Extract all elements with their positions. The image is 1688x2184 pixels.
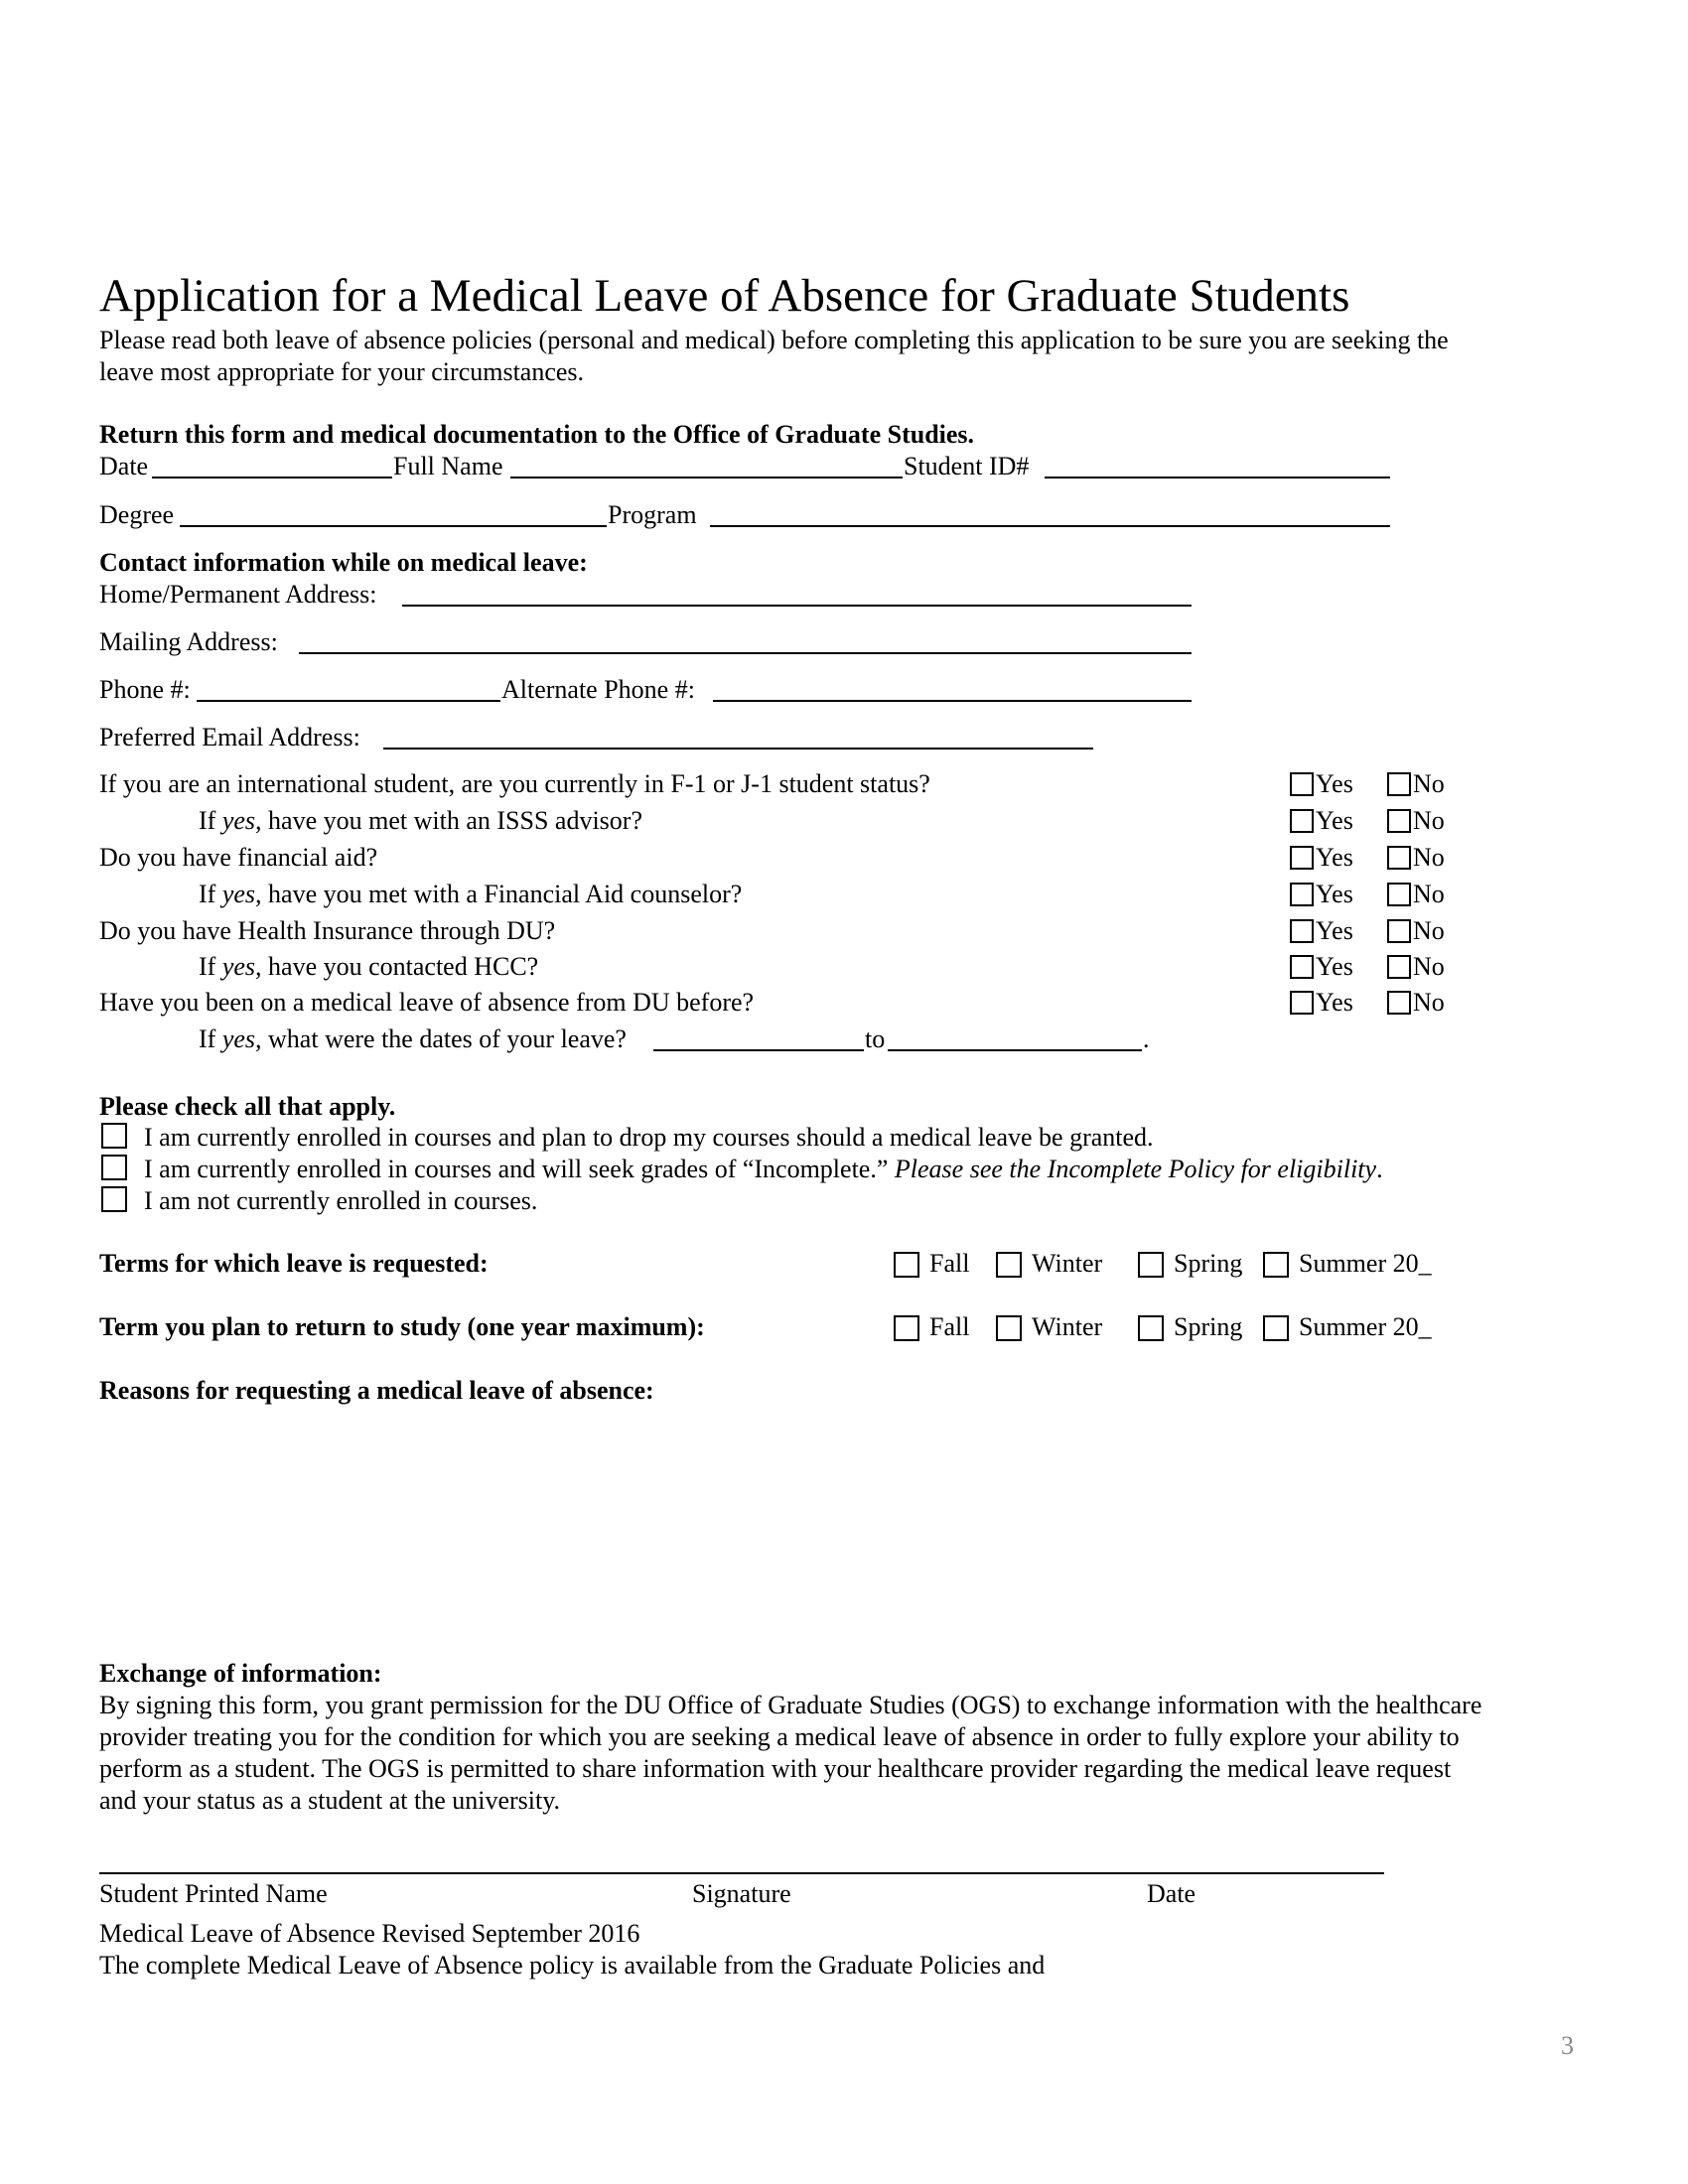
option-incomplete: I am currently enrolled in courses and will seek grades of “Incomplete.” Please see the Incomplete Policy for eligibility.	[144, 1155, 1383, 1183]
return-spring-label: Spring	[1174, 1312, 1243, 1341]
no-checkbox-q7[interactable]	[1387, 991, 1411, 1015]
leave-spring-checkbox[interactable]	[1138, 1252, 1164, 1278]
exchange-heading: Exchange of information:	[99, 1659, 382, 1688]
phone-label: Phone #:	[99, 675, 191, 704]
no-label: No	[1413, 843, 1445, 872]
date-field[interactable]	[152, 477, 392, 478]
return-summer-checkbox[interactable]	[1263, 1315, 1289, 1341]
yes-label: Yes	[1316, 806, 1353, 835]
incomplete-checkbox[interactable]	[101, 1155, 127, 1180]
full-name-label: Full Name	[393, 452, 503, 480]
intro-line-1: Please read both leave of absence policies (personal and medical) before completing this application to be sure you are seeking the	[99, 326, 1449, 354]
alt-phone-label: Alternate Phone #:	[501, 675, 695, 704]
yes-label: Yes	[1316, 880, 1353, 908]
question-international: If you are an international student, are you currently in F-1 or J-1 student status?	[99, 769, 930, 798]
program-label: Program	[608, 500, 697, 529]
leave-summer-label: Summer 20_	[1299, 1249, 1432, 1278]
period: .	[1143, 1024, 1150, 1053]
degree-field[interactable]	[180, 525, 607, 527]
yes-label: Yes	[1316, 916, 1353, 945]
home-address-field[interactable]	[402, 605, 1192, 607]
no-label: No	[1413, 916, 1445, 945]
no-label: No	[1413, 880, 1445, 908]
signature-date-label: Date	[1147, 1879, 1196, 1908]
yes-label: Yes	[1316, 988, 1353, 1017]
yes-checkbox-q2[interactable]	[1290, 809, 1314, 833]
contact-heading: Contact information while on medical leave:	[99, 548, 588, 577]
question-leave-dates: If yes, what were the dates of your leave?	[199, 1024, 627, 1053]
return-summer-label: Summer 20_	[1299, 1312, 1432, 1341]
yes-checkbox-q1[interactable]	[1290, 772, 1314, 796]
return-winter-checkbox[interactable]	[996, 1315, 1022, 1341]
leave-summer-checkbox[interactable]	[1263, 1252, 1289, 1278]
return-note: Return this form and medical documentation to the Office of Graduate Studies.	[99, 420, 975, 449]
exchange-line-4: and your status as a student at the university.	[99, 1786, 561, 1815]
alt-phone-field[interactable]	[713, 700, 1192, 702]
degree-label: Degree	[99, 500, 175, 529]
question-fa-counselor: If yes, have you met with a Financial Aid counselor?	[199, 880, 743, 908]
revised-note: Medical Leave of Absence Revised September 2016	[99, 1919, 640, 1948]
yes-checkbox-q6[interactable]	[1290, 955, 1314, 979]
return-fall-checkbox[interactable]	[894, 1315, 919, 1341]
leave-fall-label: Fall	[929, 1249, 970, 1278]
not-enrolled-checkbox[interactable]	[101, 1186, 127, 1212]
full-name-field[interactable]	[510, 477, 903, 478]
question-financial-aid: Do you have financial aid?	[99, 843, 378, 872]
no-checkbox-q6[interactable]	[1387, 955, 1411, 979]
no-checkbox-q3[interactable]	[1387, 846, 1411, 870]
policy-note: The complete Medical Leave of Absence policy is available from the Graduate Policies and	[99, 1951, 1046, 1979]
question-prior-leave: Have you been on a medical leave of absence from DU before?	[99, 988, 755, 1017]
phone-field[interactable]	[197, 700, 500, 702]
no-checkbox-q5[interactable]	[1387, 919, 1411, 943]
no-label: No	[1413, 769, 1445, 798]
date-label: Date	[99, 452, 149, 480]
return-term-label: Term you plan to return to study (one year maximum):	[99, 1312, 705, 1341]
return-spring-checkbox[interactable]	[1138, 1315, 1164, 1341]
option-drop-courses: I am currently enrolled in courses and plan to drop my courses should a medical leave be granted.	[144, 1123, 1154, 1152]
leave-start-date-field[interactable]	[653, 1049, 864, 1051]
question-isss: If yes, have you met with an ISSS advisor?	[199, 806, 642, 835]
question-hcc: If yes, have you contacted HCC?	[199, 952, 539, 981]
no-label: No	[1413, 952, 1445, 981]
mailing-address-field[interactable]	[299, 652, 1192, 654]
yes-label: Yes	[1316, 952, 1353, 981]
return-fall-label: Fall	[929, 1312, 970, 1341]
no-label: No	[1413, 988, 1445, 1017]
leave-winter-checkbox[interactable]	[996, 1252, 1022, 1278]
email-field[interactable]	[383, 748, 1093, 750]
leave-spring-label: Spring	[1174, 1249, 1243, 1278]
yes-checkbox-q3[interactable]	[1290, 846, 1314, 870]
option-not-enrolled: I am not currently enrolled in courses.	[144, 1186, 538, 1215]
page-number: 3	[1561, 2031, 1574, 2060]
program-field[interactable]	[710, 525, 1390, 527]
no-checkbox-q2[interactable]	[1387, 809, 1411, 833]
email-label: Preferred Email Address:	[99, 723, 360, 751]
yes-label: Yes	[1316, 769, 1353, 798]
printed-name-label: Student Printed Name	[99, 1879, 328, 1908]
student-id-field[interactable]	[1045, 477, 1390, 478]
student-id-label: Student ID#	[904, 452, 1030, 480]
leave-fall-checkbox[interactable]	[894, 1252, 919, 1278]
yes-checkbox-q7[interactable]	[1290, 991, 1314, 1015]
reasons-text-area[interactable]	[99, 1410, 1569, 1643]
no-checkbox-q1[interactable]	[1387, 772, 1411, 796]
leave-terms-label: Terms for which leave is requested:	[99, 1249, 489, 1278]
no-label: No	[1413, 806, 1445, 835]
mailing-address-label: Mailing Address:	[99, 627, 278, 656]
home-address-label: Home/Permanent Address:	[99, 580, 377, 609]
leave-end-date-field[interactable]	[888, 1049, 1142, 1051]
to-label: to	[865, 1024, 886, 1053]
exchange-line-1: By signing this form, you grant permission for the DU Office of Graduate Studies (OGS) to exchange information with the healthcare	[99, 1691, 1482, 1719]
signature-line[interactable]	[99, 1872, 1384, 1874]
yes-label: Yes	[1316, 843, 1353, 872]
reasons-label: Reasons for requesting a medical leave of absence:	[99, 1376, 654, 1405]
leave-winter-label: Winter	[1032, 1249, 1103, 1278]
drop-courses-checkbox[interactable]	[101, 1123, 127, 1149]
question-health-insurance: Do you have Health Insurance through DU?	[99, 916, 556, 945]
exchange-line-2: provider treating you for the condition for which you are seeking a medical leave of absence in order to fully explore your ability to	[99, 1722, 1460, 1751]
no-checkbox-q4[interactable]	[1387, 883, 1411, 906]
signature-label: Signature	[692, 1879, 791, 1908]
intro-line-2: leave most appropriate for your circumstances.	[99, 357, 585, 386]
return-winter-label: Winter	[1032, 1312, 1103, 1341]
yes-checkbox-q5[interactable]	[1290, 919, 1314, 943]
check-all-heading: Please check all that apply.	[99, 1092, 396, 1121]
page-title: Application for a Medical Leave of Absence for Graduate Students	[99, 270, 1350, 322]
exchange-line-3: perform as a student. The OGS is permitted to share information with your healthcare provider regarding the medical leave request	[99, 1754, 1452, 1783]
yes-checkbox-q4[interactable]	[1290, 883, 1314, 906]
